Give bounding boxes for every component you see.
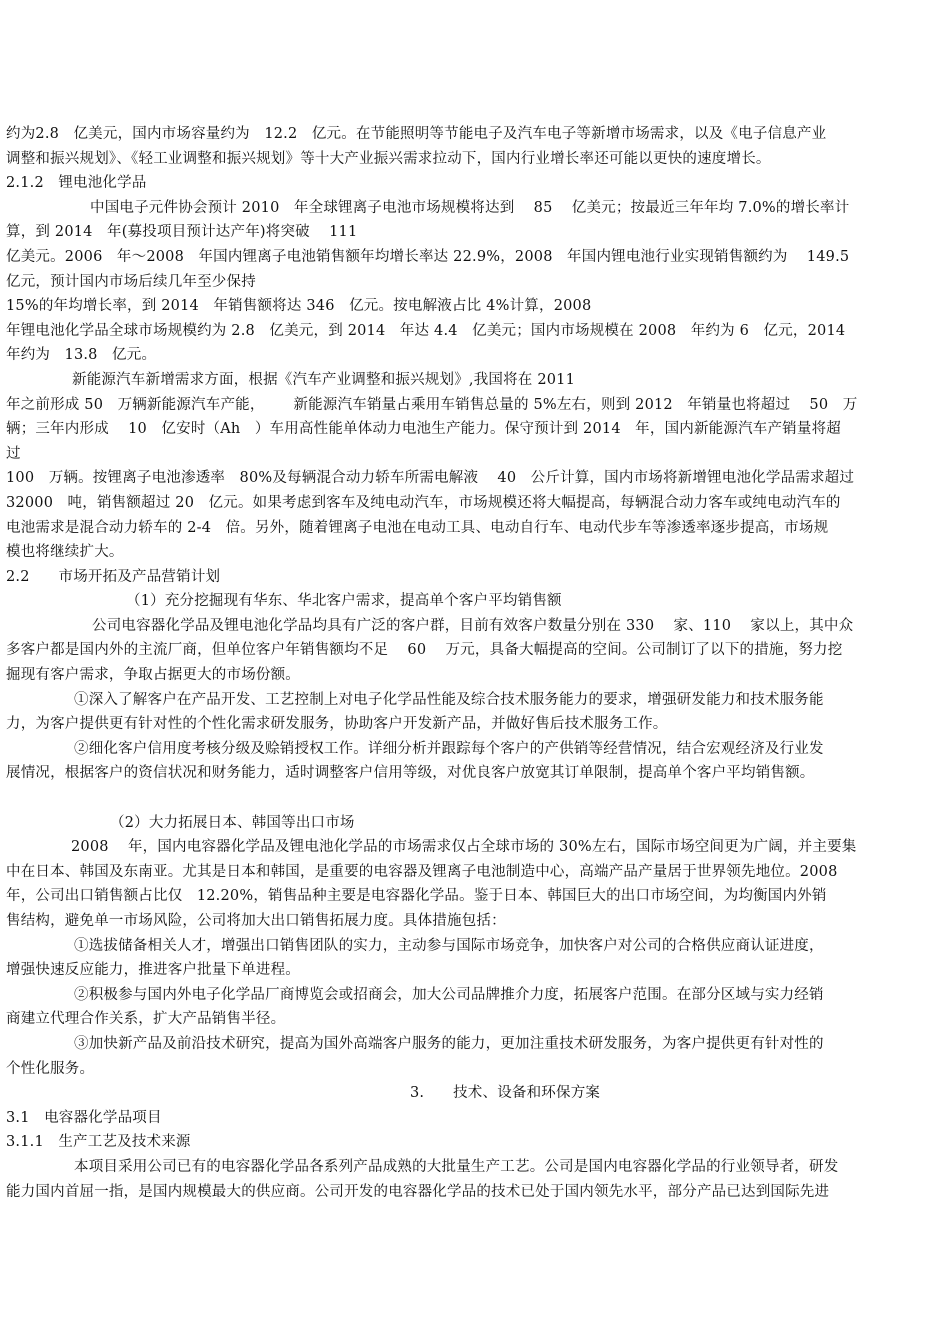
text-line: 售结构，避免单一市场风险，公司将加大出口销售拓展力度。具体措施包括： <box>6 913 506 929</box>
text-line: ②积极参与国内外电子化学品厂商博览会或招商会，加大公司品牌推介力度，拓展客户范围。在部分区域与实力经销 <box>74 986 824 1003</box>
text-line: 约为2.8 亿美元，国内市场容量约为 12.2 亿元。在节能照明等节能电子及汽车电子等新增市场需求，以及《电子信息产业 <box>6 126 827 142</box>
text-line: 展情况，根据客户的资信状况和财务能力，适时调整客户信用等级，对优良客户放宽其订单限制，提高单个客户平均销售额。 <box>6 765 815 782</box>
text-line: 模也将继续扩大。 <box>6 544 124 561</box>
text-line: ①深入了解客户在产品开发、工艺控制上对电子化学品性能及综合技术服务能力的要求，增强研发能力和技术服务能 <box>74 691 824 708</box>
text-line: 能力国内首屈一指，是国内规模最大的供应商。公司开发的电容器化学品的技术已处于国内领先水平，部分产品已达到国际先进 <box>6 1183 830 1200</box>
text-line: 年之前形成 50 万辆新能源汽车产能， 新能源汽车销量占乘用车销售总量的 5%左右，则到 2012 年销量也将超过 50 万 <box>6 396 858 413</box>
text-line: 亿美元。2006 年～2008 年国内锂离子电池销售额年均增长率达 22.9%，2008 年国内锂电池行业实现销售额约为 149.5 <box>6 248 850 265</box>
text-line: 掘现有客户需求，争取占据更大的市场份额。 <box>6 667 300 684</box>
text-line: 亿元，预计国内市场后续几年至少保持 <box>6 273 256 290</box>
text-line: 新能源汽车新增需求方面，根据《汽车产业调整和振兴规划》,我国将在 2011 <box>72 371 576 388</box>
text-line: 增强快速反应能力，推进客户批量下单进程。 <box>6 962 300 979</box>
subsection-heading: （1）充分挖掘现有华东、华北客户需求，提高单个客户平均销售额 <box>126 593 562 610</box>
section-heading: 3.1 电容器化学品项目 <box>6 1109 162 1126</box>
text-line: 年约为 13.8 亿元。 <box>6 347 157 364</box>
text-line: ②细化客户信用度考核分级及赊销授权工作。详细分析并跟踪每个客户的产供销等经营情况，结合宏观经济及行业发 <box>74 740 824 757</box>
text-line: 年，公司出口销售额占比仅 12.20%，销售品种主要是电容器化学品。鉴于日本、韩国巨大的出口市场空间，为均衡国内外销 <box>6 888 827 905</box>
text-line: 15%的年均增长率，到 2014 年销售额将达 346 亿元。按电解液占比 4%计算，2008 <box>6 298 592 315</box>
section-heading: 2.1.2 锂电池化学品 <box>6 175 147 192</box>
chapter-heading: 3. 技术、设备和环保方案 <box>410 1085 601 1102</box>
text-line: 辆；三年内形成 10 亿安时（Ah ）车用高性能单体动力电池生产能力。保守预计到 2014 年，国内新能源汽车产销量将超 <box>6 421 841 438</box>
text-line: 中在日本、韩国及东南亚。尤其是日本和韩国，是重要的电容器及锂离子电池制造中心，高端产品产量居于世界领先地位。2008 <box>6 863 838 880</box>
text-line: 年锂电池化学品全球市场规模约为 2.8 亿美元，到 2014 年达 4.4 亿美元；国内市场规模在 2008 年约为 6 亿元，2014 <box>6 322 846 339</box>
text-line: 本项目采用公司已有的电容器化学品各系列产品成熟的大批量生产工艺。公司是国内电容器化学品的行业领导者，研发 <box>74 1158 839 1175</box>
document-body <box>6 122 944 1204</box>
text-line: 中国电子元件协会预计 2010 年全球锂离子电池市场规模将达到 85 亿美元；按最近三年年均 7.0%的增长率计 <box>90 199 850 216</box>
text-line: 过 <box>6 445 21 462</box>
text-line: 多客户都是国内外的主流厂商，但单位客户年销售额均不足 60 万元，具备大幅提高的空间。公司制订了以下的措施，努力挖 <box>6 642 843 659</box>
text-line: 力，为客户提供更有针对性的个性化需求研发服务，协助客户开发新产品，并做好售后技术服务工作。 <box>6 716 668 733</box>
text-line: ③加快新产品及前沿技术研究，提高为国外高端客户服务的能力，更加注重技术研发服务，为客户提供更有针对性的 <box>74 1035 824 1052</box>
text-line: 32000 吨，销售额超过 20 亿元。如果考虑到客车及纯电动汽车，市场规模还将大幅提高，每辆混合动力客车或纯电动汽车的 <box>6 494 841 511</box>
subsection-heading: （2）大力拓展日本、韩国等出口市场 <box>110 814 355 831</box>
text-line: 商建立代理合作关系，扩大产品销售半径。 <box>6 1011 286 1028</box>
text-line: 公司电容器化学品及锂电池化学品均具有广泛的客户群，目前有效客户数量分别在 330 家、110 家以上，其中众 <box>92 617 854 634</box>
text-line: 100 万辆。按锂离子电池渗透率 80%及每辆混合动力轿车所需电解液 40 公斤计算，国内市场将新增锂电池化学品需求超过 <box>6 470 855 487</box>
text-line: ①选拔储备相关人才，增强出口销售团队的实力，主动参与国际市场竞争，加快客户对公司的合格供应商认证进度， <box>74 937 824 954</box>
section-heading: 2.2 市场开拓及产品营销计划 <box>6 568 221 585</box>
text-line: 2008 年，国内电容器化学品及锂电池化学品的市场需求仅占全球市场的 30%左右，国际市场空间更为广阔，并主要集 <box>71 839 857 856</box>
section-heading: 3.1.1 生产工艺及技术来源 <box>6 1134 191 1151</box>
text-line: 个性化服务。 <box>6 1060 95 1077</box>
blank-line <box>6 786 944 811</box>
text-line: 电池需求是混合动力轿车的 2-4 倍。另外，随着锂离子电池在电动工具、电动自行车、电动代步车等渗透率逐步提高，市场规 <box>6 519 829 536</box>
text-line: 调整和振兴规划》、《轻工业调整和振兴规划》等十大产业振兴需求拉动下，国内行业增长率还可能以更快的速度增长。 <box>6 150 771 167</box>
text-line: 算，到 2014 年(募投项目预计达产年)将突破 111 <box>6 224 358 241</box>
